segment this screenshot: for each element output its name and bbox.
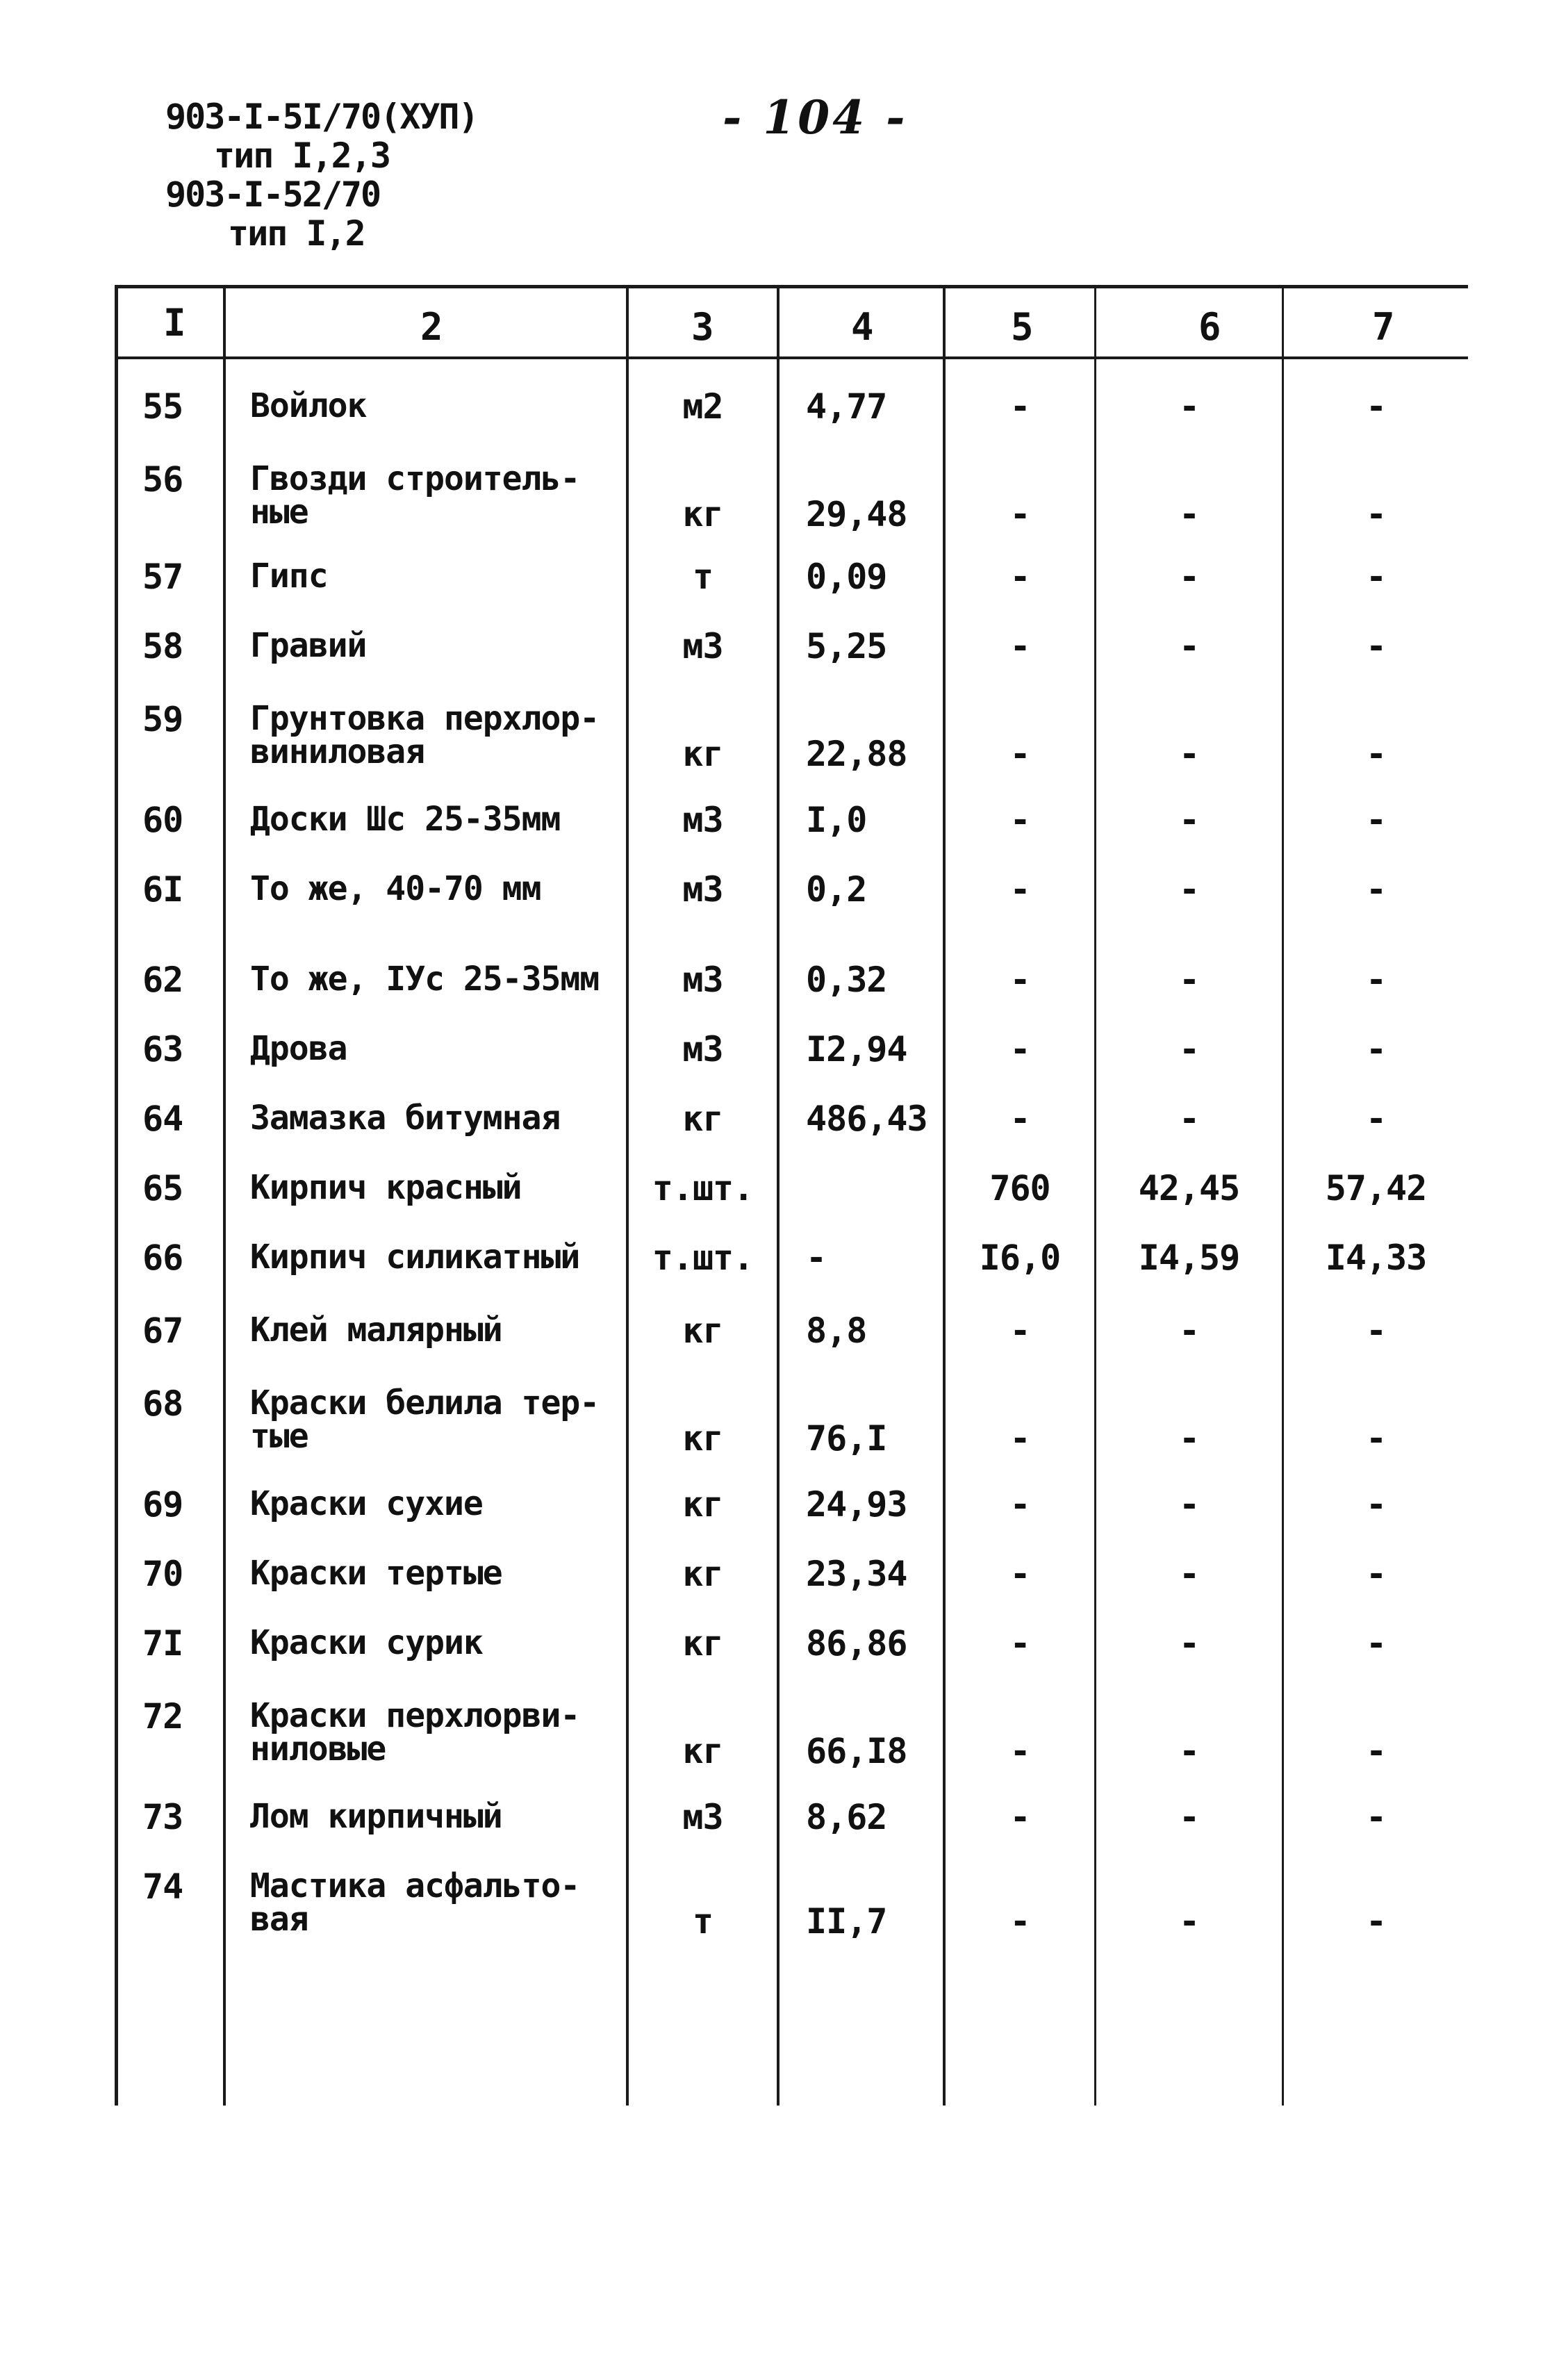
value-col-6: -: [1178, 1311, 1200, 1351]
col-rule-1: [223, 285, 226, 2106]
material-name-line: Краски перхлорви-: [250, 1696, 580, 1735]
row-number: 59: [142, 699, 183, 739]
value-col-6: -: [1178, 1099, 1200, 1139]
value-col-4: 0,09: [806, 557, 887, 597]
value-col-4: 22,88: [806, 734, 907, 774]
value-col-7: -: [1365, 800, 1387, 840]
header-line-1: 903-I-5I/70(XУП): [165, 97, 478, 137]
materials-table: [115, 285, 1468, 2106]
row-number: 56: [142, 459, 183, 500]
col-header-7: 7: [1372, 305, 1394, 349]
material-name-line: Краски тертые: [250, 1554, 502, 1593]
document-header: [165, 97, 478, 253]
value-col-5: -: [1009, 1484, 1030, 1525]
row-number: 7I: [142, 1623, 183, 1664]
value-col-5: -: [1009, 1797, 1030, 1837]
material-name-line: Гравий: [250, 626, 367, 665]
header-line-3: 903-I-52/70: [165, 174, 381, 215]
unit-cell: м3: [682, 1797, 723, 1837]
unit-cell: кг: [682, 1484, 723, 1525]
row-number: 58: [142, 626, 183, 666]
value-col-5: -: [1009, 1418, 1030, 1459]
row-number: 63: [142, 1029, 183, 1069]
material-name-line: ниловые: [250, 1730, 386, 1768]
value-col-4: 23,34: [806, 1554, 907, 1594]
material-name-line: То же, 40-70 мм: [250, 869, 541, 908]
unit-cell: т.шт.: [652, 1168, 754, 1208]
row-number: 64: [142, 1099, 183, 1139]
material-name-line: Лом кирпичный: [250, 1797, 502, 1836]
value-col-4: 0,32: [806, 960, 887, 1000]
material-name-line: виниловая: [250, 732, 425, 771]
value-col-4: 8,8: [806, 1311, 867, 1351]
material-name-line: Грунтовка перхлор-: [250, 699, 600, 738]
unit-cell: кг: [682, 1311, 723, 1351]
value-col-7: -: [1365, 1554, 1387, 1594]
unit-cell: м3: [682, 800, 723, 840]
material-name-line: Доски Шс 25-35мм: [250, 800, 561, 839]
row-number: 67: [142, 1311, 183, 1351]
value-col-5: -: [1009, 869, 1030, 910]
value-col-5: -: [1009, 1029, 1030, 1069]
page-number: - 104 -: [723, 90, 908, 145]
value-col-6: -: [1178, 869, 1200, 910]
value-col-4: 86,86: [806, 1623, 907, 1664]
value-col-5: -: [1009, 1901, 1030, 1942]
value-col-7: -: [1365, 626, 1387, 666]
row-number: 66: [142, 1238, 183, 1278]
material-name-line: Кирпич силикатный: [250, 1238, 580, 1277]
material-name-line: Краски сухие: [250, 1484, 483, 1523]
value-col-5: -: [1009, 1311, 1030, 1351]
value-col-6: -: [1178, 1029, 1200, 1069]
col-header-2: 2: [420, 305, 443, 349]
value-col-7: -: [1365, 1484, 1387, 1525]
value-col-6: -: [1178, 1484, 1200, 1525]
row-number: 57: [142, 557, 183, 597]
row-number: 74: [142, 1866, 183, 1907]
value-col-7: I4,33: [1325, 1238, 1427, 1278]
value-col-7: -: [1365, 386, 1387, 427]
unit-cell: м3: [682, 869, 723, 910]
value-col-7: -: [1365, 1623, 1387, 1664]
value-col-7: -: [1365, 1029, 1387, 1069]
row-number: 68: [142, 1384, 183, 1424]
row-number: 65: [142, 1168, 183, 1208]
value-col-5: -: [1009, 1099, 1030, 1139]
value-col-5: -: [1009, 626, 1030, 666]
value-col-4: II,7: [806, 1901, 887, 1942]
value-col-5: 760: [989, 1168, 1050, 1208]
value-col-7: -: [1365, 1418, 1387, 1459]
value-col-4: 29,48: [806, 494, 907, 534]
material-name-line: вая: [250, 1900, 308, 1939]
table-top-rule: [115, 285, 1468, 288]
value-col-4: 4,77: [806, 386, 887, 427]
value-col-7: 57,42: [1325, 1168, 1427, 1208]
col-rule-left: [115, 285, 118, 2106]
value-col-7: -: [1365, 960, 1387, 1000]
value-col-6: -: [1178, 494, 1200, 534]
row-number: 72: [142, 1696, 183, 1737]
header-line-4: тип I,2: [228, 213, 365, 254]
unit-cell: кг: [682, 1623, 723, 1664]
value-col-4: -: [806, 1238, 827, 1278]
unit-cell: кг: [682, 1418, 723, 1459]
material-name-line: Замазка битумная: [250, 1099, 561, 1138]
row-number: 73: [142, 1797, 183, 1837]
material-name-line: тые: [250, 1417, 308, 1456]
col-header-1: I: [163, 301, 185, 345]
value-col-5: -: [1009, 960, 1030, 1000]
unit-cell: кг: [682, 734, 723, 774]
material-name-line: Кирпич красный: [250, 1168, 522, 1207]
value-col-4: 8,62: [806, 1797, 887, 1837]
value-col-5: -: [1009, 800, 1030, 840]
value-col-7: -: [1365, 734, 1387, 774]
value-col-5: -: [1009, 1623, 1030, 1664]
value-col-6: -: [1178, 1554, 1200, 1594]
value-col-6: -: [1178, 1901, 1200, 1942]
value-col-7: -: [1365, 494, 1387, 534]
unit-cell: м3: [682, 960, 723, 1000]
value-col-7: -: [1365, 1901, 1387, 1942]
unit-cell: м3: [682, 1029, 723, 1069]
col-header-3: 3: [691, 305, 713, 349]
unit-cell: м2: [682, 386, 723, 427]
value-col-6: -: [1178, 1797, 1200, 1837]
value-col-7: -: [1365, 1099, 1387, 1139]
value-col-5: I6,0: [979, 1238, 1061, 1278]
row-number: 62: [142, 960, 183, 1000]
value-col-4: 5,25: [806, 626, 887, 666]
material-name-line: Краски сурик: [250, 1623, 483, 1662]
value-col-4: 486,43: [806, 1099, 927, 1139]
value-col-6: -: [1178, 800, 1200, 840]
value-col-6: -: [1178, 626, 1200, 666]
col-header-6: 6: [1198, 305, 1221, 349]
value-col-7: -: [1365, 557, 1387, 597]
value-col-5: -: [1009, 494, 1030, 534]
material-name-line: Краски белила тер-: [250, 1384, 600, 1422]
material-name-line: Дрова: [250, 1029, 347, 1068]
row-number: 70: [142, 1554, 183, 1594]
col-header-4: 4: [851, 305, 873, 349]
value-col-4: I,0: [806, 800, 867, 840]
unit-cell: т.шт.: [652, 1238, 754, 1278]
value-col-7: -: [1365, 869, 1387, 910]
row-number: 6I: [142, 869, 183, 910]
value-col-5: -: [1009, 1554, 1030, 1594]
unit-cell: т: [692, 1901, 713, 1942]
material-name-line: Гвозди строитель-: [250, 459, 580, 498]
col-rule-3: [777, 285, 780, 2106]
material-name-line: Гипс: [250, 557, 328, 596]
row-number: 55: [142, 386, 183, 427]
value-col-4: 0,2: [806, 869, 867, 910]
value-col-6: 42,45: [1138, 1168, 1240, 1208]
material-name-line: То же, IУс 25-35мм: [250, 960, 600, 999]
value-col-6: I4,59: [1138, 1238, 1240, 1278]
value-col-4: 66,I8: [806, 1731, 907, 1771]
material-name-line: Мастика асфальто-: [250, 1866, 580, 1905]
value-col-4: I2,94: [806, 1029, 907, 1069]
value-col-4: 76,I: [806, 1418, 887, 1459]
value-col-7: -: [1365, 1797, 1387, 1837]
col-header-5: 5: [1011, 305, 1033, 349]
value-col-6: -: [1178, 1731, 1200, 1771]
value-col-5: -: [1009, 557, 1030, 597]
value-col-6: -: [1178, 1418, 1200, 1459]
value-col-5: -: [1009, 734, 1030, 774]
value-col-6: -: [1178, 1623, 1200, 1664]
value-col-5: -: [1009, 386, 1030, 427]
unit-cell: м3: [682, 626, 723, 666]
row-number: 60: [142, 800, 183, 840]
material-name-line: Клей малярный: [250, 1311, 502, 1349]
unit-cell: кг: [682, 1554, 723, 1594]
value-col-6: -: [1178, 386, 1200, 427]
value-col-4: 24,93: [806, 1484, 907, 1525]
value-col-6: -: [1178, 557, 1200, 597]
row-number: 69: [142, 1484, 183, 1525]
table-header-rule: [115, 356, 1468, 359]
value-col-7: -: [1365, 1731, 1387, 1771]
material-name-line: Войлок: [250, 386, 367, 425]
header-line-2: тип I,2,3: [214, 136, 390, 176]
value-col-5: -: [1009, 1731, 1030, 1771]
material-name-line: ные: [250, 493, 308, 532]
value-col-7: -: [1365, 1311, 1387, 1351]
unit-cell: кг: [682, 1099, 723, 1139]
unit-cell: кг: [682, 494, 723, 534]
value-col-6: -: [1178, 734, 1200, 774]
value-col-6: -: [1178, 960, 1200, 1000]
unit-cell: кг: [682, 1731, 723, 1771]
unit-cell: т: [692, 557, 713, 597]
